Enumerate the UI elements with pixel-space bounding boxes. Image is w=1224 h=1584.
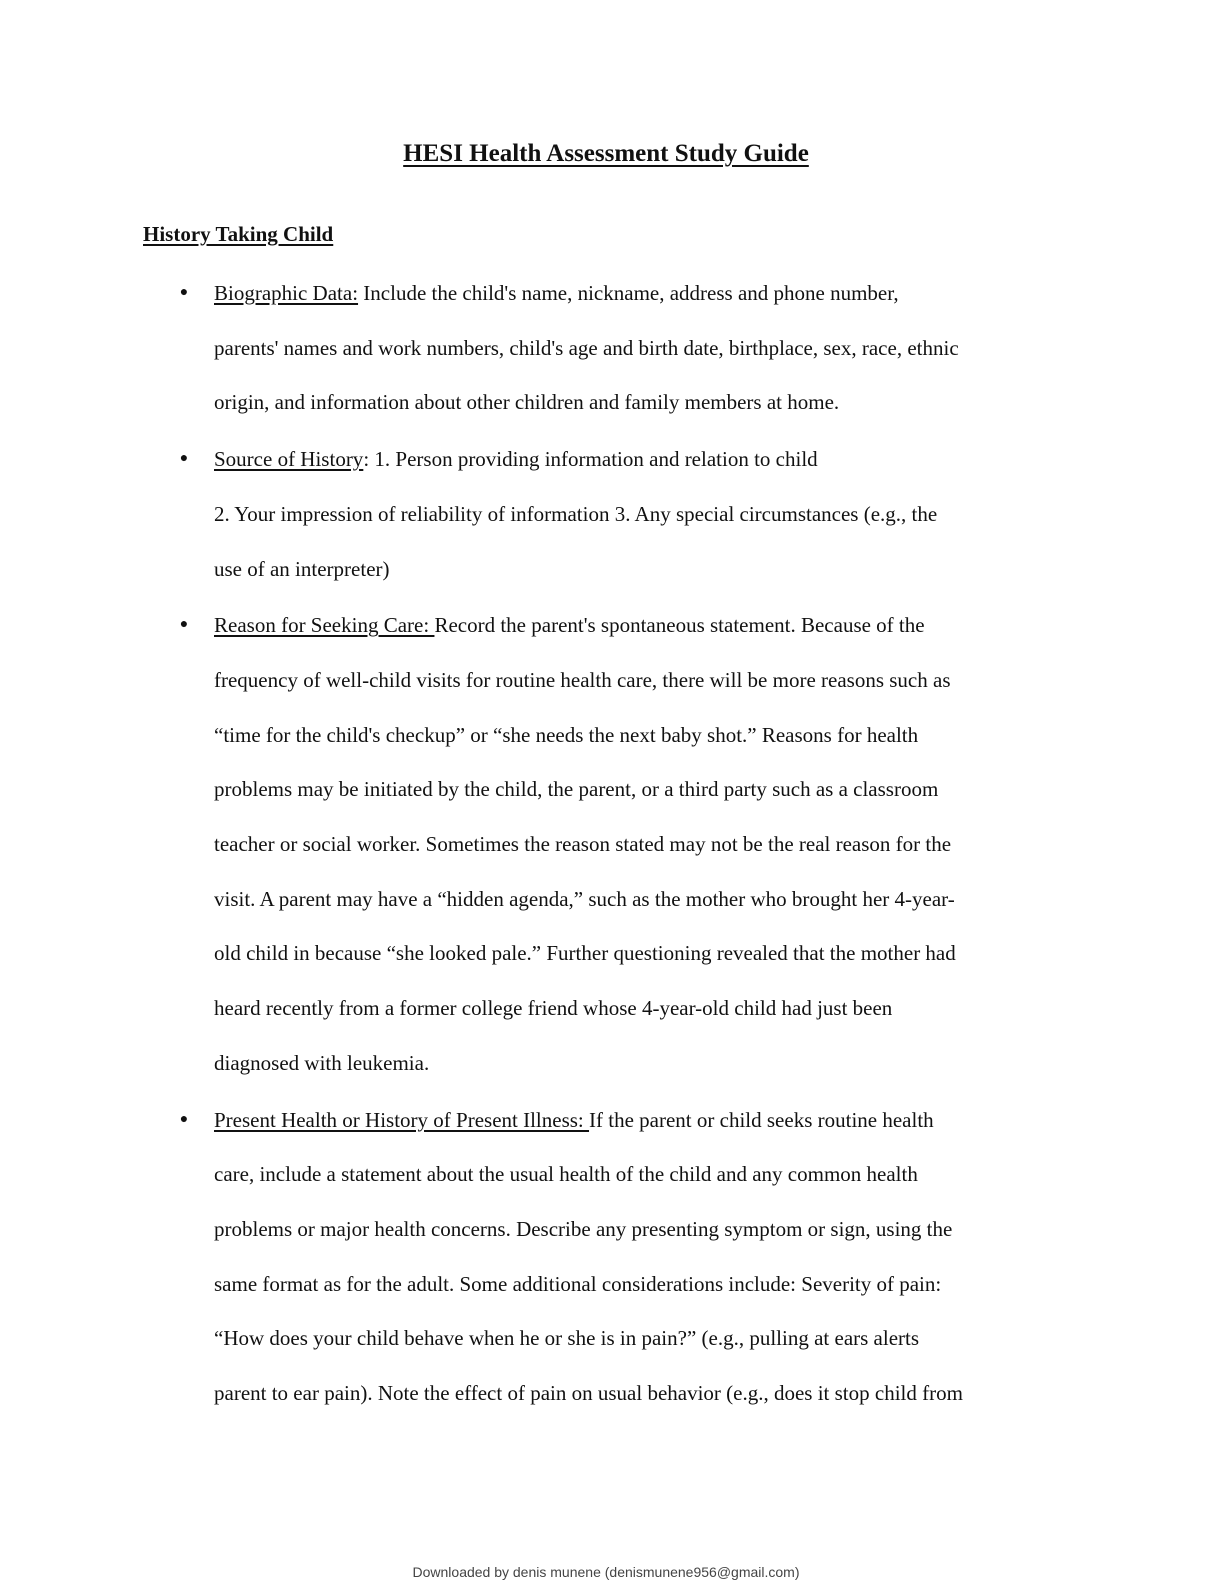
text-line: “time for the child's checkup” or “she needs the next baby shot.” Reasons for health [214,722,919,747]
list-item-biographic-data [0,266,1074,430]
text-line [214,432,1074,487]
line-text: Record the parent's spontaneous statement. Because of the [434,613,925,638]
text-line [214,1093,1074,1148]
text-line: problems may be initiated by the child, the parent, or a third party such as a classroom [214,777,939,802]
text-line: visit. A parent may have a “hidden agenda,” such as the mother who brought her 4-year- [214,886,955,911]
text-line: “How does your child behave when he or she is in pain?” (e.g., pulling at ears alerts [214,1326,920,1351]
bullet-label: Biographic Data: [214,281,359,305]
text-line: problems or major health concerns. Describe any presenting symptom or sign, using the [214,1216,953,1241]
list-item-reason-for-seeking-care [0,598,1074,1090]
bullet-dot-icon: ● [179,451,189,467]
bullet-dot-icon: ● [179,285,189,300]
text-line: heard recently from a former college friend whose 4-year-old child had just been [214,996,893,1021]
text-line: origin, and information about other children and family members at home. [214,390,840,415]
text-line: teacher or social worker. Sometimes the reason stated may not be the real reason for the [214,832,952,857]
text-line: use of an interpreter) [214,556,390,581]
bullet-list [0,266,1224,1423]
text-line: frequency of well-child visits for routine health care, there will be more reasons such as [214,667,951,692]
line-text: : 1. Person providing information and relation to child [363,447,818,472]
text-line: 2. Your impression of reliability of information 3. Any special circumstances (e.g., the [214,501,938,526]
text-line: same format as for the adult. Some additional considerations include: Severity of pain: [214,1271,942,1296]
bullet-label: Present Health or History of Present Illness: [214,1107,590,1132]
text-line: parents' names and work numbers, child's age and birth date, birthplace, sex, race, ethnic [214,335,959,360]
download-footer: Downloaded by denis munene (denismunene956@gmail.com) [412,1564,800,1580]
text-line [214,266,1074,321]
list-item-source-of-history [0,432,1074,596]
bullet-dot-icon: ● [179,617,189,633]
bullet-label: Reason for Seeking Care: [214,613,435,638]
section-heading: History Taking Child [143,222,334,246]
line-text: Include the child's name, nickname, address and phone number, [363,281,899,305]
list-item-present-health [0,1093,1074,1421]
bullet-label: Source of History [214,447,364,472]
text-line: diagnosed with leukemia. [214,1050,430,1075]
text-line [214,598,1074,653]
line-text: If the parent or child seeks routine health [589,1107,934,1132]
text-line: parent to ear pain). Note the effect of pain on usual behavior (e.g., does it stop child from [214,1381,963,1406]
text-line: old child in because “she looked pale.” Further questioning revealed that the mother had [214,941,956,966]
page-title: HESI Health Assessment Study Guide [403,140,809,167]
text-line: care, include a statement about the usual health of the child and any common health [214,1162,918,1187]
bullet-dot-icon: ● [179,1111,189,1127]
